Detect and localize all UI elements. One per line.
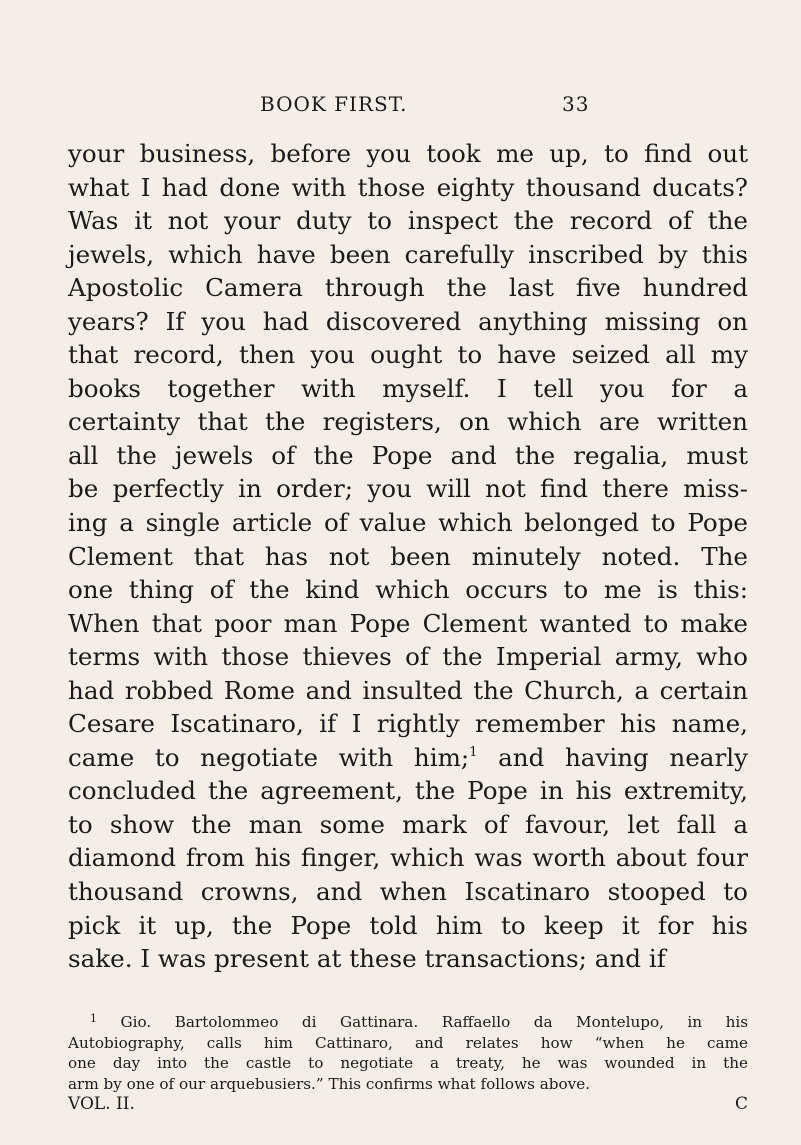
text-line: what I had done with those eighty thousand ducats? bbox=[68, 172, 748, 202]
text-line: your business, before you took me up, to find out bbox=[68, 139, 748, 168]
text-segment: and having nearly bbox=[477, 742, 748, 772]
footnote-marker: 1 bbox=[90, 1012, 97, 1025]
text-line: Apostolic Camera through the last five hundred bbox=[68, 273, 748, 303]
text-line: ing a single article of value which belonged to Pope bbox=[68, 508, 748, 538]
footnote-text: Gio. Bartolommeo di Gattinara. Raffaello da Montelupo, in his bbox=[120, 1013, 749, 1031]
page-number: 33 bbox=[562, 92, 590, 116]
footnote bbox=[68, 1012, 748, 1094]
text-line: pick it up, the Pope told him to keep it for his bbox=[68, 910, 748, 940]
footnote-line: arm by one of our arquebusiers.” This confirms what follows above. bbox=[68, 1074, 591, 1093]
text-line: had robbed Rome and insulted the Church, a certain bbox=[68, 675, 748, 705]
text-line: sake. I was present at these transactions; and if bbox=[68, 944, 666, 974]
footnote-line: Autobiography, calls him Cattinaro, and relates how “when he came bbox=[68, 1033, 748, 1052]
volume-label: VOL. II. bbox=[68, 1094, 135, 1114]
text-line: thousand crowns, and when Iscatinaro stooped to bbox=[68, 877, 748, 907]
text-line: Clement that has not been minutely noted. The bbox=[68, 541, 748, 571]
text-line: that record, then you ought to have seized all my bbox=[68, 340, 748, 370]
body-text bbox=[68, 137, 748, 976]
text-line: concluded the agreement, the Pope in his extremity, bbox=[68, 776, 748, 806]
signature-line bbox=[0, 1094, 801, 1118]
running-title: BOOK FIRST. bbox=[260, 92, 408, 116]
text-line: Cesare Iscatinaro, if I rightly remember his name, bbox=[68, 709, 748, 739]
text-line: to show the man some mark of favour, let fall a bbox=[68, 809, 748, 839]
footnote-reference: 1 bbox=[469, 744, 478, 760]
text-line: Was it not your duty to inspect the record of the bbox=[68, 206, 748, 236]
signature-mark: C bbox=[735, 1094, 749, 1114]
text-line: diamond from his finger, which was worth about four bbox=[68, 843, 748, 873]
text-segment: came to negotiate with him; bbox=[68, 742, 470, 772]
text-line: years? If you had discovered anything missing on bbox=[68, 306, 748, 336]
text-line: books together with myself. I tell you for a bbox=[68, 373, 748, 403]
text-line: all the jewels of the Pope and the regalia, must bbox=[68, 440, 748, 470]
text-line: certainty that the registers, on which are written bbox=[68, 407, 748, 437]
text-line: be perfectly in order; you will not find there miss- bbox=[68, 474, 748, 504]
footnote-line: one day into the castle to negotiate a treaty, he was wounded in the bbox=[68, 1054, 748, 1072]
text-line: one thing of the kind which occurs to me is this: bbox=[68, 575, 748, 605]
text-line: terms with those thieves of the Imperial army, who bbox=[68, 642, 748, 672]
text-line-with-note bbox=[68, 741, 748, 775]
running-head bbox=[0, 92, 801, 122]
footnote-line bbox=[68, 1012, 748, 1033]
text-line: When that poor man Pope Clement wanted to make bbox=[68, 608, 748, 638]
text-line: jewels, which have been carefully inscribed by this bbox=[68, 239, 748, 269]
